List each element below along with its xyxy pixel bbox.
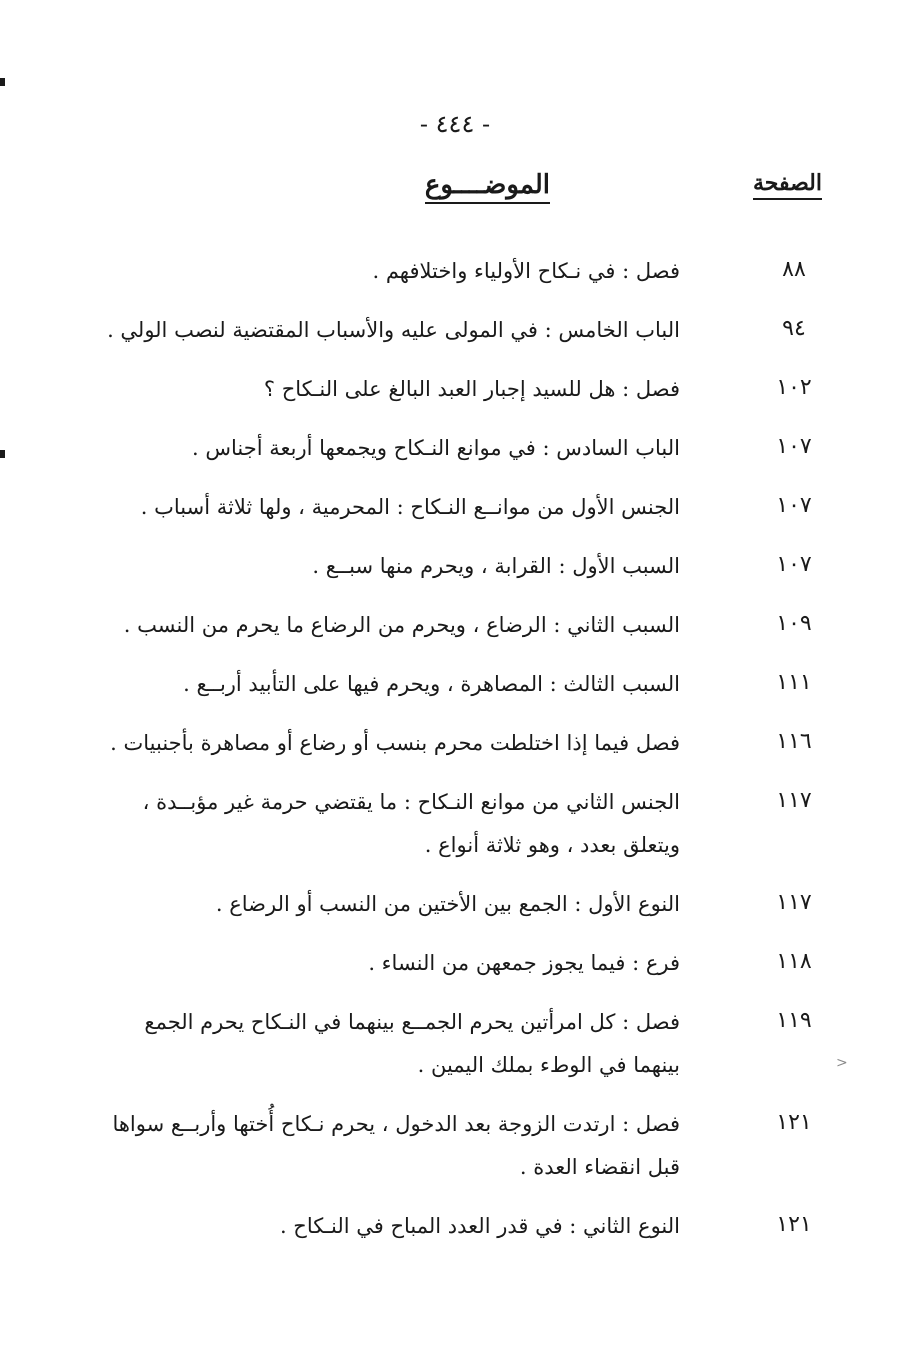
entry-page-number: ١٠٧	[776, 552, 812, 577]
entry-title: النوع الأول : الجمع بين الأختين من النسب أو الرضاع .	[215, 892, 680, 916]
list-item	[0, 545, 910, 588]
entry-page-number: ٨٨	[782, 257, 806, 282]
entry-title: الجنس الثاني من موانع النـكاح : ما يقتضي حرمة غير مؤبــدة ، ويتعلق بعدد ، وهو ثلاثة أنواع .	[142, 790, 680, 857]
entry-page-number: ١٢١	[776, 1212, 812, 1237]
list-item	[0, 250, 910, 293]
scan-edge-mark	[0, 78, 5, 86]
entry-title: فصل : كل امرأتين يحرم الجمــع بينهما في النـكاح يحرم الجمع بينهما في الوطء بملك اليمين .	[144, 1010, 680, 1077]
list-item	[0, 427, 910, 470]
entry-page-number: ١٠٧	[776, 434, 812, 459]
list-item	[0, 1205, 910, 1248]
entry-page-number: ١٢١	[776, 1110, 812, 1135]
entry-title: فصل : هل للسيد إجبار العبد البالغ على النـكاح ؟	[263, 377, 680, 401]
page-number: - ٤٤٤ -	[419, 110, 491, 138]
topic-column-header: الموضــــوع	[425, 170, 550, 204]
entry-title: السبب الثاني : الرضاع ، ويحرم من الرضاع ما يحرم من النسب .	[123, 613, 680, 637]
entry-title: فصل : في نـكاح الأولياء واختلافهم .	[372, 259, 680, 283]
entry-page-number: ١١١	[776, 670, 812, 695]
entry-page-number: ١٠٩	[776, 611, 812, 636]
entry-title: السبب الأول : القرابة ، ويحرم منها سبــع .	[312, 554, 680, 578]
list-item	[0, 604, 910, 647]
entry-page-number: ١١٩	[776, 1008, 812, 1033]
entry-page-number: ١٠٢	[776, 375, 812, 400]
list-item	[0, 781, 910, 867]
list-item	[0, 486, 910, 529]
list-item	[0, 663, 910, 706]
list-item	[0, 1001, 910, 1087]
entry-page-number: ٩٤	[782, 316, 806, 341]
entry-page-number: ١١٧	[776, 788, 812, 813]
entry-title: فرع : فيما يجوز جمعهن من النساء .	[368, 951, 680, 975]
entry-page-number: ١١٧	[776, 890, 812, 915]
entry-page-number: ١٠٧	[776, 493, 812, 518]
list-item	[0, 309, 910, 352]
entry-title: الباب الخامس : في المولى عليه والأسباب المقتضية لنصب الولي .	[107, 318, 680, 342]
entry-title: الباب السادس : في موانع النـكاح ويجمعها أربعة أجناس .	[192, 436, 680, 460]
entry-page-number: ١١٦	[776, 729, 812, 754]
entry-title: النوع الثاني : في قدر العدد المباح في النـكاح .	[279, 1214, 680, 1238]
entry-title: فصل فيما إذا اختلطت محرم بنسب أو رضاع أو مصاهرة بأجنبيات .	[110, 731, 680, 755]
list-item	[0, 722, 910, 765]
list-item	[0, 1103, 910, 1189]
entry-title: الجنس الأول من موانــع النـكاح : المحرمية ، ولها ثلاثة أسباب .	[140, 495, 680, 519]
list-item	[0, 883, 910, 926]
entry-title: فصل : ارتدت الزوجة بعد الدخول ، يحرم نـكاح أُختها وأربــع سواها قبل انقضاء العدة .	[112, 1112, 680, 1179]
list-item	[0, 942, 910, 985]
entry-page-number: ١١٨	[776, 949, 812, 974]
list-item	[0, 368, 910, 411]
page-column-header: الصفحة	[753, 170, 822, 200]
table-of-contents	[0, 250, 910, 1264]
margin-mark: <	[836, 1055, 848, 1071]
entry-title: السبب الثالث : المصاهرة ، ويحرم فيها على التأبيد أربــع .	[183, 672, 680, 696]
